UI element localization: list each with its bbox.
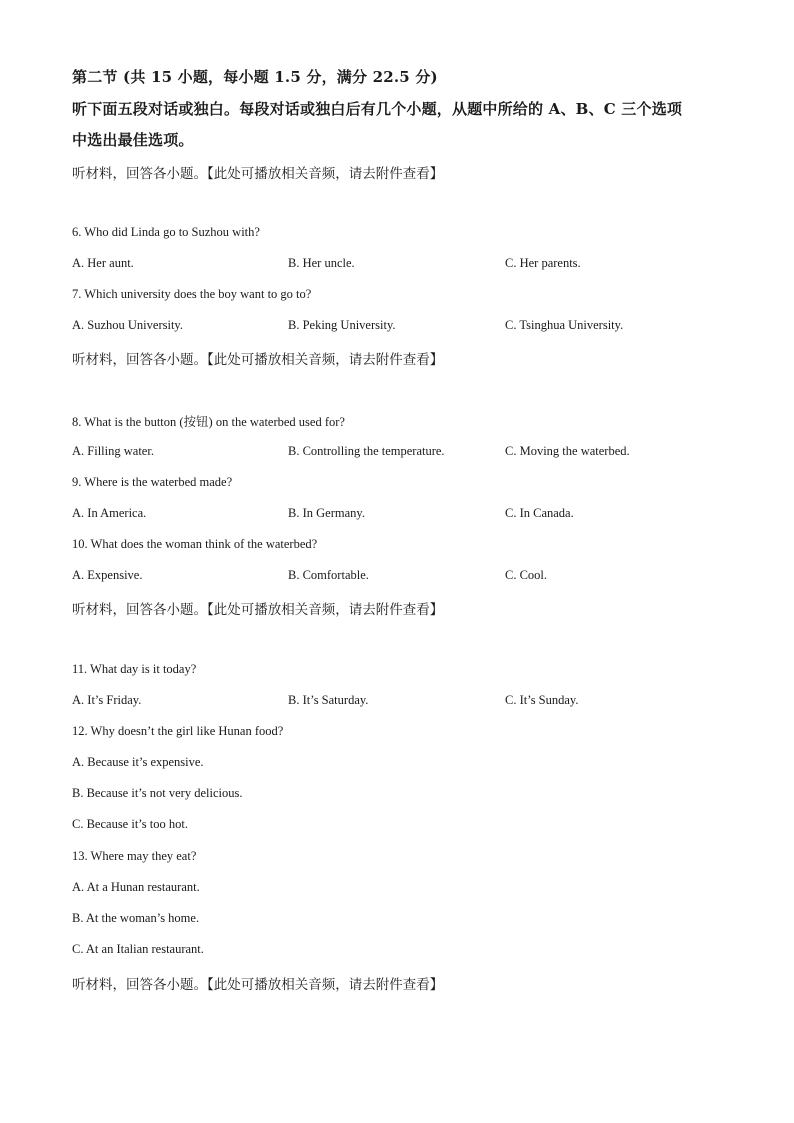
option-7-c: C. Tsinghua University.	[505, 318, 624, 332]
question-7: 7. Which university does the boy want to go to?	[72, 287, 312, 301]
question-11: 11. What day is it today?	[72, 662, 197, 676]
option-9-a: A. In America.	[72, 506, 147, 520]
option-9-b: B. In Germany.	[288, 506, 365, 520]
question-9: 9. Where is the waterbed made?	[72, 475, 233, 489]
option-10-b: B. Comfortable.	[288, 568, 369, 582]
section-instruction-line-2: 中选出最佳选项。	[72, 131, 194, 149]
option-7-b: B. Peking University.	[288, 318, 396, 332]
option-8-b: B. Controlling the temperature.	[288, 444, 445, 458]
option-11-c: C. It’s Sunday.	[505, 693, 579, 707]
question-8: 8. What is the button (按钮) on the waterbed used for?	[72, 415, 345, 429]
audio-note-4: 听材料，回答各小题。【此处可播放相关音频，请去附件查看】	[72, 977, 444, 993]
option-8-c: C. Moving the waterbed.	[505, 444, 630, 458]
option-7-a: A. Suzhou University.	[72, 318, 183, 332]
option-12-b: B. Because it’s not very delicious.	[72, 786, 243, 800]
option-12-c: C. Because it’s too hot.	[72, 817, 188, 831]
question-6: 6. Who did Linda go to Suzhou with?	[72, 225, 260, 239]
option-13-b: B. At the woman’s home.	[72, 911, 200, 925]
audio-note-1: 听材料，回答各小题。【此处可播放相关音频，请去附件查看】	[72, 166, 444, 182]
option-10-c: C. Cool.	[505, 568, 548, 582]
option-6-c: C. Her parents.	[505, 256, 581, 270]
option-13-c: C. At an Italian restaurant.	[72, 942, 204, 956]
option-6-b: B. Her uncle.	[288, 256, 355, 270]
option-11-b: B. It’s Saturday.	[288, 693, 369, 707]
option-13-a: A. At a Hunan restaurant.	[72, 880, 200, 894]
audio-note-3: 听材料，回答各小题。【此处可播放相关音频，请去附件查看】	[72, 602, 444, 618]
section-instruction-line-1: 听下面五段对话或独白。每段对话或独白后有几个小题，从题中所给的 A、B、C 三个选项	[72, 100, 683, 118]
option-9-c: C. In Canada.	[505, 506, 574, 520]
audio-note-2: 听材料，回答各小题。【此处可播放相关音频，请去附件查看】	[72, 352, 444, 368]
option-12-a: A. Because it’s expensive.	[72, 755, 204, 769]
question-13: 13. Where may they eat?	[72, 849, 197, 863]
section-title: 第二节 (共 15 小题，每小题 1.5 分，满分 22.5 分)	[72, 68, 438, 86]
option-10-a: A. Expensive.	[72, 568, 143, 582]
option-6-a: A. Her aunt.	[72, 256, 134, 270]
option-8-a: A. Filling water.	[72, 444, 154, 458]
question-10: 10. What does the woman think of the waterbed?	[72, 537, 318, 551]
option-11-a: A. It’s Friday.	[72, 693, 142, 707]
question-12: 12. Why doesn’t the girl like Hunan food?	[72, 724, 284, 738]
